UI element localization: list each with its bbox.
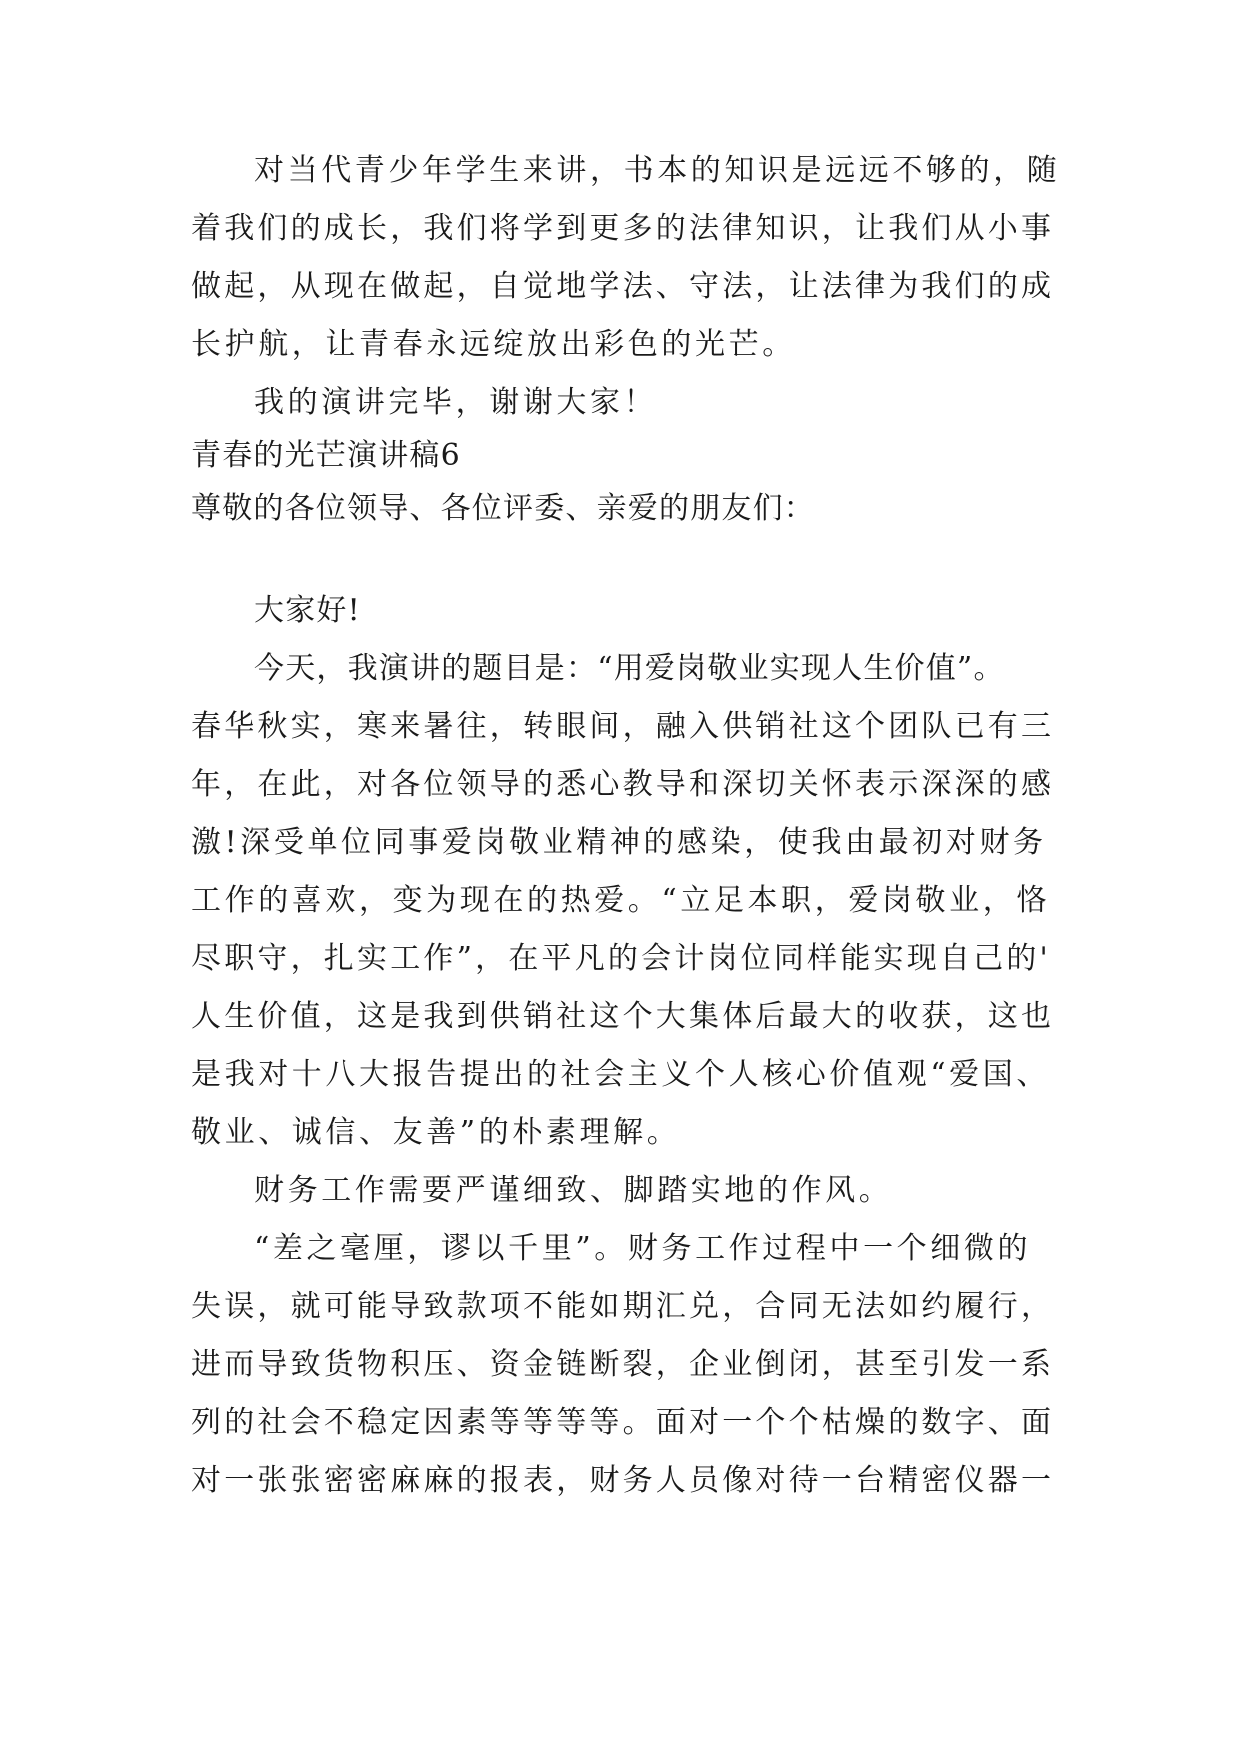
paragraph-line: 年，在此，对各位领导的悉心教导和深切关怀表示深深的感: [191, 767, 1055, 802]
paragraph-line: 着我们的成长，我们将学到更多的法律知识，让我们从小事: [191, 211, 1055, 246]
paragraph-line: 做起，从现在做起，自觉地学法、守法，让法律为我们的成: [191, 269, 1055, 304]
paragraph-line: 失误，就可能导致款项不能如期汇兑，合同无法如约履行，: [191, 1289, 1055, 1324]
paragraph-line: “差之毫厘，谬以千里”。财务工作过程中一个细微的: [254, 1231, 1032, 1266]
paragraph-line: 对一张张密密麻麻的报表，财务人员像对待一台精密仪器一: [191, 1463, 1055, 1498]
paragraph-line: 是我对十八大报告提出的社会主义个人核心价值观“爱国、: [191, 1057, 1050, 1092]
paragraph-line: 尽职守，扎实工作”，在平凡的会计岗位同样能实现自己的': [191, 941, 1051, 976]
greeting: 大家好!: [254, 593, 361, 628]
paragraph-line: 列的社会不稳定因素等等等等。面对一个个枯燥的数字、面: [191, 1405, 1055, 1440]
paragraph-line: 对当代青少年学生来讲，书本的知识是远远不够的，随: [254, 153, 1061, 188]
section-title: 青春的光芒演讲稿6: [191, 438, 461, 473]
salutation: 尊敬的各位领导、各位评委、亲爱的朋友们：: [191, 491, 815, 526]
paragraph-line: 敬业、诚信、友善”的朴素理解。: [191, 1115, 681, 1150]
paragraph-line: 财务工作需要严谨细致、脚踏实地的作风。: [254, 1173, 893, 1208]
paragraph-line: 人生价值，这是我到供销社这个大集体后最大的收获，这也: [191, 999, 1055, 1034]
paragraph-line: 春华秋实，寒来暑往，转眼间，融入供销社这个团队已有三: [191, 709, 1055, 744]
paragraph-line: 激!深受单位同事爱岗敬业精神的感染，使我由最初对财务: [191, 825, 1047, 860]
paragraph-line: 进而导致货物积压、资金链断裂，企业倒闭，甚至引发一系: [191, 1347, 1055, 1382]
paragraph-line: 长护航，让青春永远绽放出彩色的光芒。: [191, 327, 796, 362]
closing-line: 我的演讲完毕，谢谢大家！: [254, 385, 658, 420]
paragraph-line: 今天，我演讲的题目是：“用爱岗敬业实现人生价值”。: [254, 651, 1005, 686]
paragraph-line: 工作的喜欢，变为现在的热爱。“立足本职，爱岗敬业，恪: [191, 883, 1050, 918]
